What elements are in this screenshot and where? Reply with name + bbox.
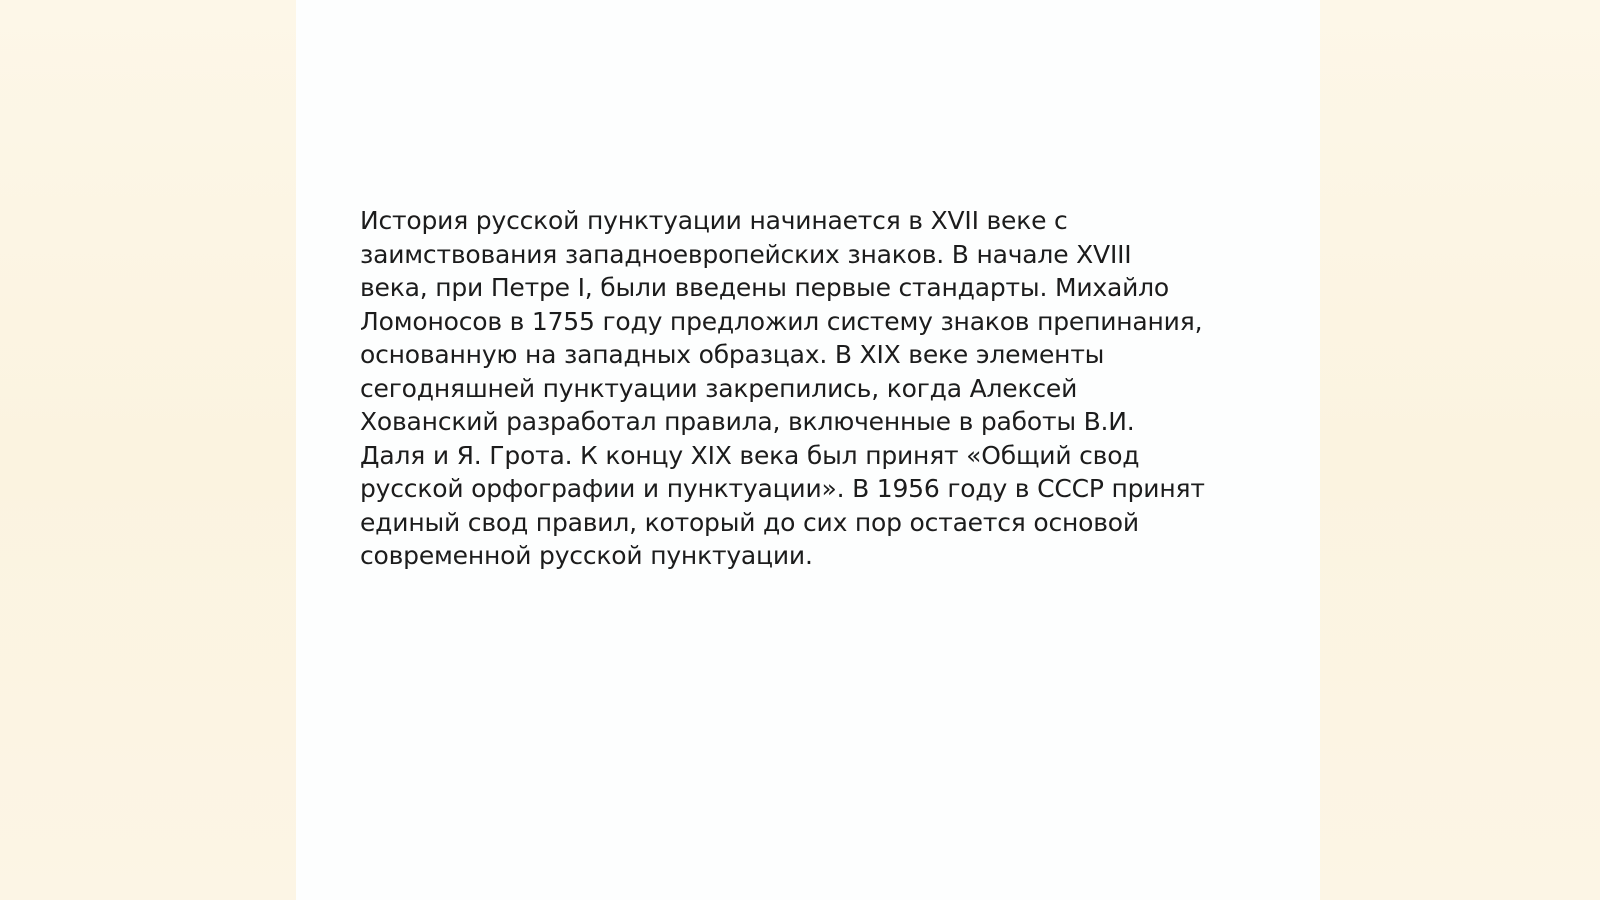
left-margin-background bbox=[0, 0, 296, 900]
text-line: Ломоносов в 1755 году предложил систему знаков препинания, bbox=[360, 306, 1203, 336]
document-page bbox=[296, 0, 1320, 900]
text-line: сегодняшней пунктуации закрепились, когда Алексей bbox=[360, 373, 1078, 403]
text-line: века, при Петре I, были введены первые стандарты. Михайло bbox=[360, 273, 1170, 302]
text-line: русской орфографии и пунктуации». В 1956 году в СССР принят bbox=[360, 474, 1205, 503]
text-line: История русской пунктуации начинается в XVII веке с bbox=[360, 206, 1068, 235]
text-line: современной русской пунктуации. bbox=[360, 541, 813, 570]
text-line: заимствования западноевропейских знаков. В начале XVIII bbox=[360, 239, 1132, 269]
text-line: единый свод правил, который до сих пор остается основой bbox=[360, 507, 1139, 537]
right-margin-background bbox=[1320, 0, 1600, 900]
body-paragraph bbox=[360, 204, 1260, 573]
text-line: Хованский разработал правила, включенные в работы В.И. bbox=[360, 407, 1135, 436]
text-line: основанную на западных образцах. В XIX веке элементы bbox=[360, 340, 1105, 369]
text-line: Даля и Я. Грота. К концу XIX века был принят «Общий свод bbox=[360, 440, 1140, 470]
